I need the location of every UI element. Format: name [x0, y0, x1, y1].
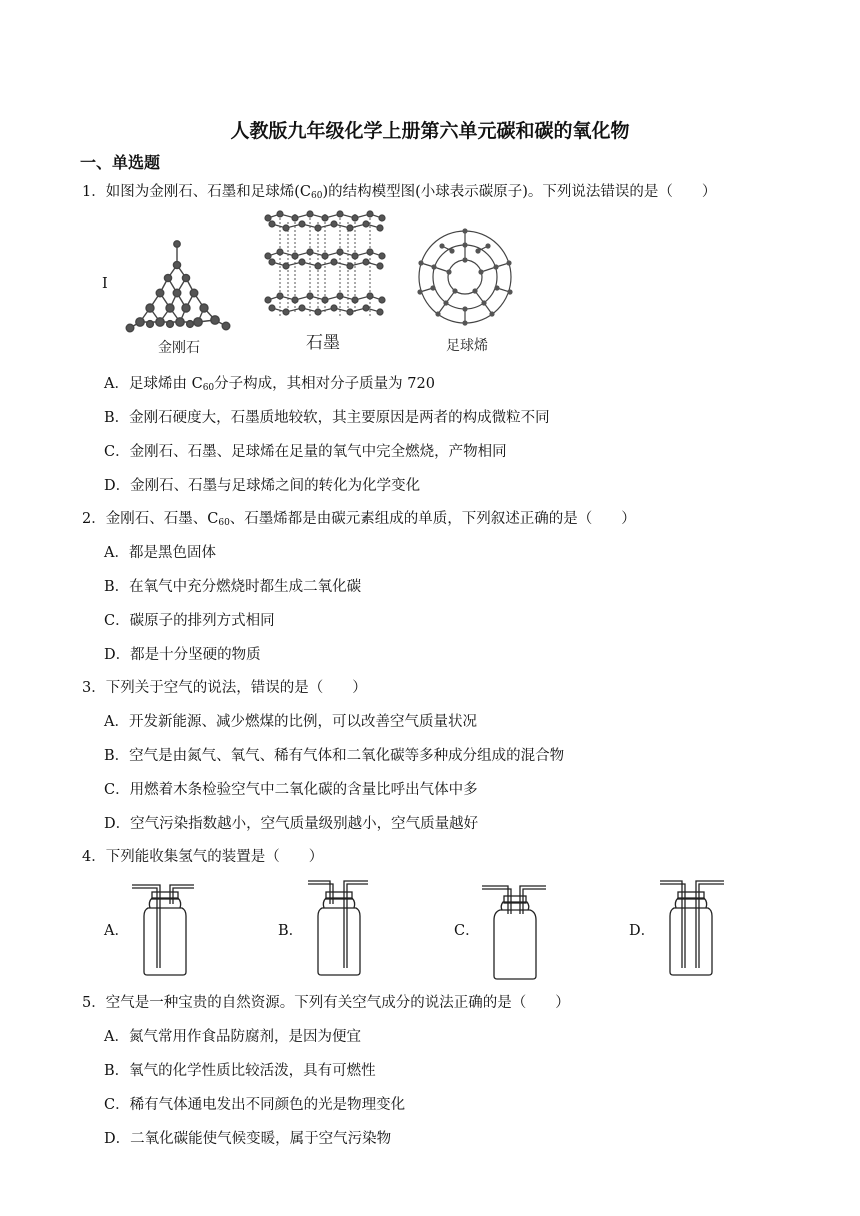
figure-caption-graphite: 石墨 — [306, 333, 340, 353]
gas-bottle-a-icon — [130, 876, 200, 978]
question-text: 下列关于空气的说法，错误的是（ ） — [105, 680, 367, 696]
option-a: A．氮气常用作食品防腐剂，是因为便宜 — [104, 1029, 361, 1045]
figure-caption-buckyball: 足球烯 — [446, 338, 488, 354]
question-text: 如图为金刚石、石墨和足球烯(C — [105, 184, 311, 200]
gas-bottle-c-icon — [480, 880, 550, 982]
page-title: 人教版九年级化学上册第六单元碳和碳的氧化物 — [230, 120, 630, 142]
option-text: A．足球烯由 C — [104, 376, 203, 392]
section-heading: 一、单选题 — [80, 153, 161, 172]
subscript: 60 — [218, 518, 230, 528]
option-b: B．在氧气中充分燃烧时都生成二氧化碳 — [104, 579, 362, 595]
question-text: 空气是一种宝贵的自然资源。下列有关空气成分的说法正确的是（ ） — [105, 995, 570, 1011]
gas-bottle-b-icon — [304, 876, 374, 978]
question-number: 2． — [82, 511, 106, 527]
question-5-stem — [82, 991, 570, 1012]
graphite-structure — [265, 211, 385, 318]
figure-caption-diamond: 金刚石 — [158, 340, 200, 356]
question-text: )的结构模型图(小球表示碳原子)。下列说法错误的是（ ） — [322, 184, 717, 200]
diamond-structure — [126, 241, 230, 332]
option-a: A．都是黑色固体 — [104, 545, 216, 561]
option-d: D．二氧化碳能使气候变暖，属于空气污染物 — [104, 1131, 392, 1147]
option-c: C．金刚石、石墨、足球烯在足量的氧气中完全燃烧，产物相同 — [104, 444, 507, 460]
question-4-stem — [82, 845, 323, 866]
question-number: 4． — [82, 849, 106, 865]
gas-bottle-d-icon — [656, 876, 728, 978]
buckyball-structure — [417, 228, 512, 325]
subscript: 60 — [202, 383, 215, 393]
option-b: B．金刚石硬度大，石墨质地较软，其主要原因是两者的构成微粒不同 — [104, 410, 550, 426]
option-d: D．空气污染指数越小，空气质量级别越小，空气质量越好 — [104, 816, 479, 832]
option-d: D．都是十分坚硬的物质 — [104, 647, 261, 663]
question-number: 1． — [82, 184, 106, 200]
question-2-stem — [82, 507, 636, 528]
question-number: 5． — [82, 995, 106, 1011]
option-c: C．用燃着木条检验空气中二氧化碳的含量比呼出气体中多 — [104, 782, 478, 798]
option-d: D．金刚石、石墨与足球烯之间的转化为化学变化 — [104, 478, 421, 494]
question-1-stem — [82, 180, 716, 201]
option-text: 分子构成，其相对分子质量为 720 — [214, 376, 435, 392]
option-c: C．稀有气体通电发出不同颜色的光是物理变化 — [104, 1097, 406, 1113]
option-b: B．空气是由氮气、氧气、稀有气体和二氧化碳等多种成分组成的混合物 — [104, 748, 565, 764]
option-a-label: A． — [104, 923, 129, 939]
question-number: 3． — [82, 680, 106, 696]
option-a: A．开发新能源、减少燃煤的比例，可以改善空气质量状况 — [104, 714, 477, 730]
option-d-label: D． — [629, 923, 656, 939]
option-a — [104, 372, 435, 393]
question-3-stem — [82, 676, 367, 697]
option-b: B．氧气的化学性质比较活泼，具有可燃性 — [104, 1063, 376, 1079]
option-c: C．碳原子的排列方式相同 — [104, 613, 275, 629]
carbon-structure-figure — [120, 200, 520, 360]
figure-marker: I — [102, 276, 108, 292]
question-text: 金刚石、石墨、C — [105, 511, 219, 527]
question-text: 下列能收集氢气的装置是（ ） — [105, 849, 324, 865]
subscript: 60 — [311, 191, 323, 201]
option-b-label: B． — [278, 923, 304, 939]
option-c-label: C． — [454, 923, 480, 939]
question-text: 、石墨烯都是由碳元素组成的单质，下列叙述正确的是（ ） — [229, 511, 636, 527]
